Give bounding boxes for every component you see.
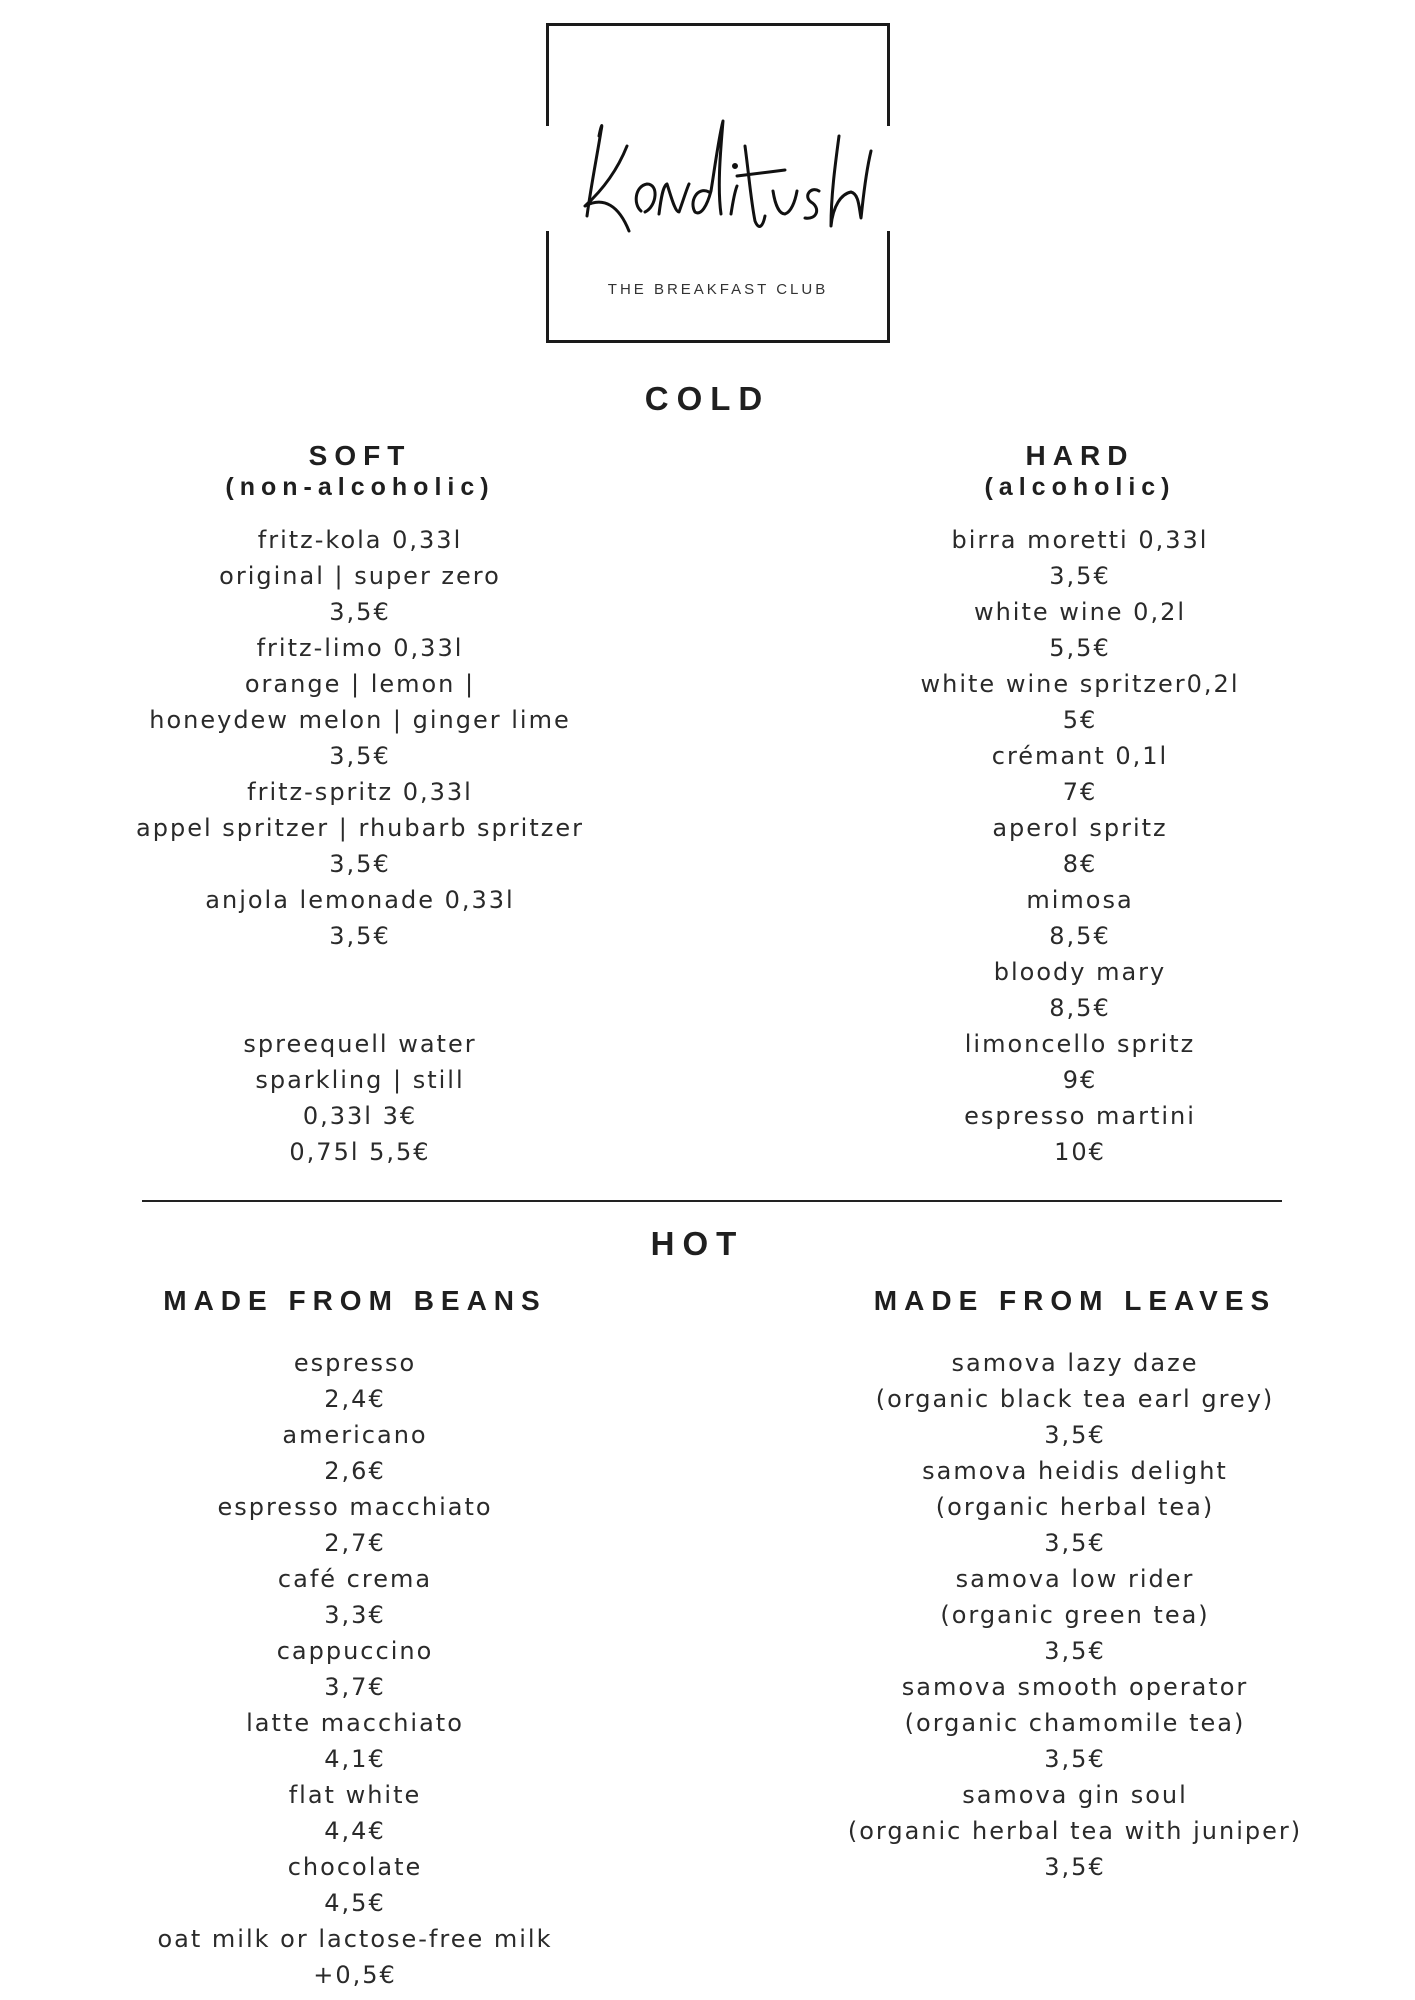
soft-heading: SOFT — [308, 440, 412, 471]
list-item: +0,5€ — [313, 1961, 397, 1989]
list-item: samova gin soul — [962, 1781, 1188, 1809]
list-item: crémant 0,1l — [991, 742, 1169, 770]
leaves-column — [810, 1285, 1340, 1885]
beans-column — [105, 1285, 605, 1993]
list-item: (organic chamomile tea) — [904, 1709, 1246, 1737]
list-item: 3,5€ — [1044, 1745, 1106, 1773]
beans-list — [105, 1345, 605, 1993]
list-item: 3,5€ — [1044, 1853, 1106, 1881]
section-divider — [142, 1200, 1282, 1202]
list-item: 2,4€ — [324, 1385, 386, 1413]
list-item: 4,5€ — [324, 1889, 386, 1917]
logo-script-signature — [549, 26, 887, 266]
hard-subheading: (alcoholic) — [984, 473, 1176, 501]
list-item: 3,5€ — [1049, 562, 1111, 590]
list-item: samova lazy daze — [951, 1349, 1199, 1377]
soft-subheading: (non-alcoholic) — [225, 473, 495, 501]
list-item: fritz-kola 0,33l — [257, 526, 463, 554]
list-item: white wine spritzer0,2l — [920, 670, 1240, 698]
list-item: sparkling | still — [255, 1066, 465, 1094]
list-item: 4,1€ — [324, 1745, 386, 1773]
soft-drinks-column — [110, 440, 610, 1170]
list-item: 3,5€ — [329, 922, 391, 950]
list-item: anjola lemonade 0,33l — [205, 886, 515, 914]
list-item: samova heidis delight — [922, 1457, 1228, 1485]
logo-tagline: THE BREAKFAST CLUB — [607, 281, 829, 298]
list-item: appel spritzer | rhubarb spritzer — [136, 814, 584, 842]
list-item: 0,33l 3€ — [302, 1102, 418, 1130]
list-item: 5,5€ — [1049, 634, 1111, 662]
list-item: 3,5€ — [329, 742, 391, 770]
list-item: 3,5€ — [1044, 1637, 1106, 1665]
beans-heading: MADE FROM BEANS — [163, 1285, 547, 1316]
list-item: fritz-limo 0,33l — [256, 634, 464, 662]
list-item: birra moretti 0,33l — [951, 526, 1209, 554]
list-item: original | super zero — [219, 562, 501, 590]
list-item: 4,4€ — [324, 1817, 386, 1845]
cold-section-title: COLD — [644, 380, 771, 417]
list-item: americano — [282, 1421, 428, 1449]
hard-drinks-list — [830, 522, 1330, 1170]
list-spacer — [110, 954, 610, 1026]
soft-drinks-list — [110, 522, 610, 1170]
list-item: white wine 0,2l — [973, 598, 1187, 626]
list-item: 3,5€ — [329, 850, 391, 878]
list-item: 3,5€ — [1044, 1529, 1106, 1557]
list-item: 5€ — [1062, 706, 1098, 734]
list-item: espresso martini — [964, 1102, 1196, 1130]
list-item: flat white — [288, 1781, 422, 1809]
list-item: cappuccino — [276, 1637, 434, 1665]
list-item: 9€ — [1062, 1066, 1098, 1094]
list-item: 8€ — [1062, 850, 1098, 878]
list-item: (organic green tea) — [940, 1601, 1210, 1629]
list-item: samova smooth operator — [901, 1673, 1249, 1701]
list-item: chocolate — [287, 1853, 423, 1881]
list-item: orange | lemon | — [244, 670, 476, 698]
list-item: 0,75l 5,5€ — [289, 1138, 431, 1166]
list-item: 2,6€ — [324, 1457, 386, 1485]
logo — [546, 23, 890, 343]
list-item: mimosa — [1026, 886, 1134, 914]
list-item: (organic black tea earl grey) — [875, 1385, 1275, 1413]
leaves-list — [810, 1345, 1340, 1885]
list-item: espresso macchiato — [217, 1493, 493, 1521]
list-item: 2,7€ — [324, 1529, 386, 1557]
list-item: 3,7€ — [324, 1673, 386, 1701]
list-item: 3,3€ — [324, 1601, 386, 1629]
list-item: 3,5€ — [329, 598, 391, 626]
list-item: espresso — [293, 1349, 417, 1377]
list-item: 10€ — [1054, 1138, 1106, 1166]
hot-section-title: HOT — [650, 1225, 745, 1262]
list-item: fritz-spritz 0,33l — [247, 778, 473, 806]
leaves-heading: MADE FROM LEAVES — [873, 1285, 1277, 1316]
list-item: 8,5€ — [1049, 994, 1111, 1022]
list-item: limoncello spritz — [964, 1030, 1196, 1058]
list-item: oat milk or lactose-free milk — [157, 1925, 553, 1953]
list-item: samova low rider — [955, 1565, 1195, 1593]
list-item: latte macchiato — [246, 1709, 464, 1737]
list-item: café crema — [277, 1565, 433, 1593]
list-item: 7€ — [1062, 778, 1098, 806]
list-item: 3,5€ — [1044, 1421, 1106, 1449]
list-item: (organic herbal tea) — [935, 1493, 1215, 1521]
list-item: (organic herbal tea with juniper) — [847, 1817, 1303, 1845]
hard-drinks-column — [830, 440, 1330, 1170]
list-item: honeydew melon | ginger lime — [149, 706, 571, 734]
list-item: bloody mary — [993, 958, 1167, 986]
list-item: 8,5€ — [1049, 922, 1111, 950]
list-item: aperol spritz — [992, 814, 1168, 842]
hard-heading: HARD — [1025, 440, 1135, 471]
list-item: spreequell water — [243, 1030, 477, 1058]
